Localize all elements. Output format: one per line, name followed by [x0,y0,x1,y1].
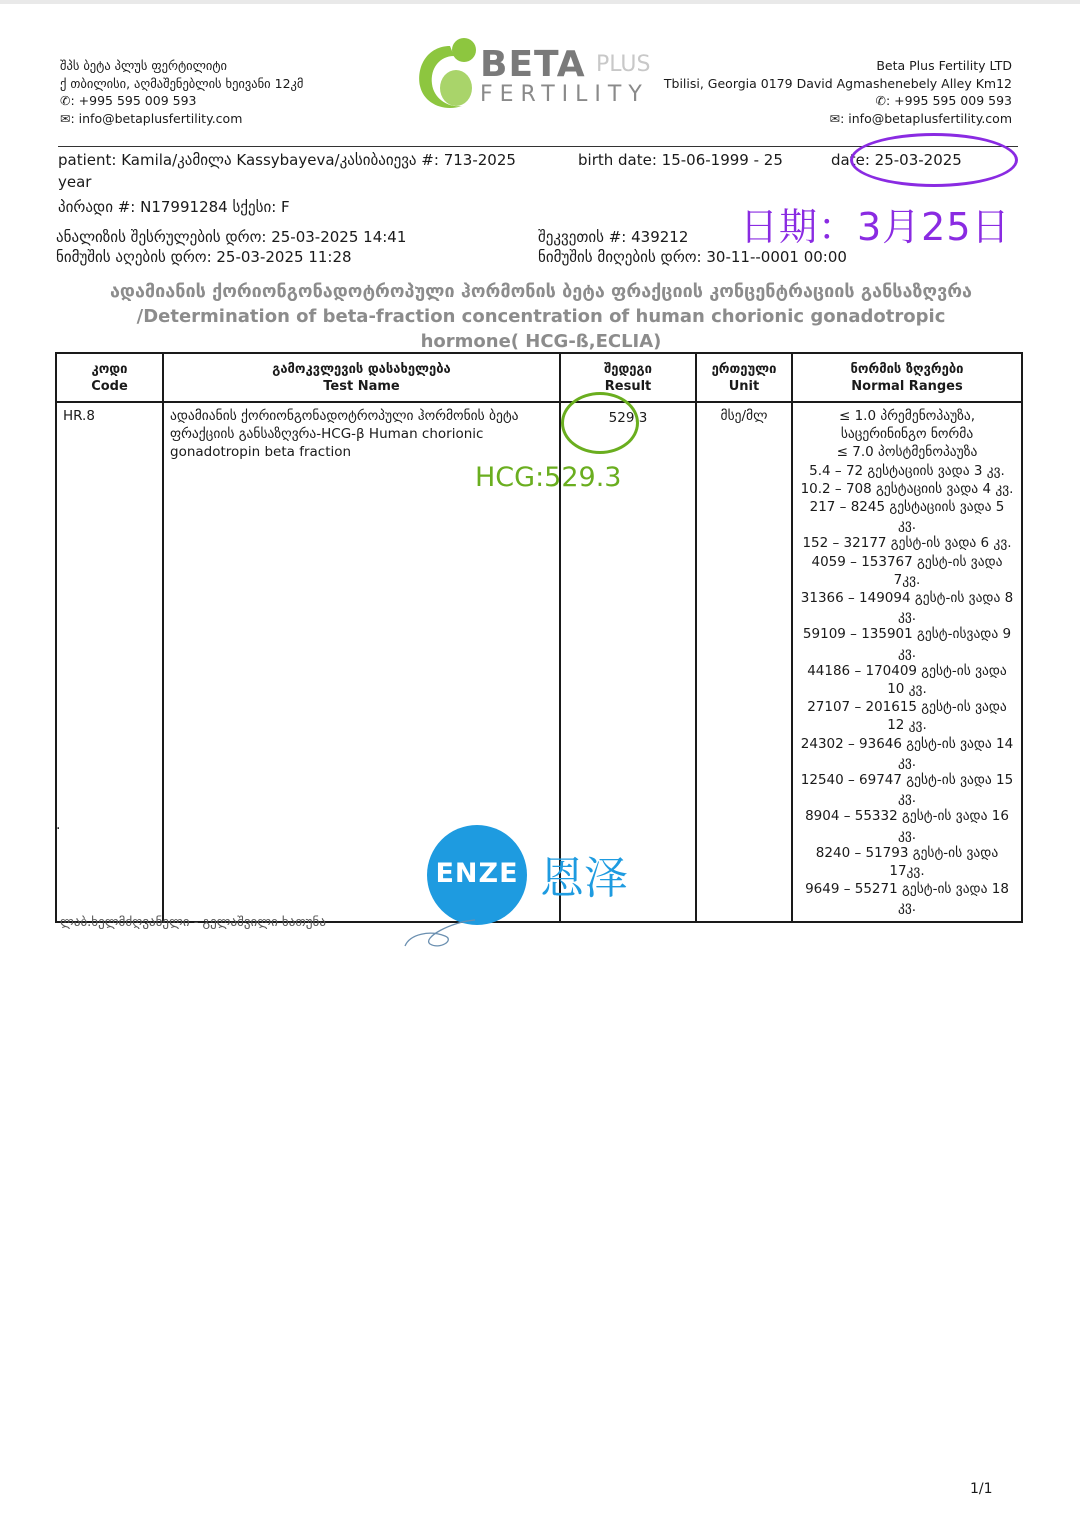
cell-normal-ranges [792,402,1022,922]
cell-test-name: ადამიანის ქორიონგონადოტროპული ჰორმონის ბეტა ფრაქციის განსაზღვრა-HCG-β Human chorionic gonadotropin beta fraction [163,402,560,922]
top-edge [0,0,1080,4]
table-header-row [56,353,1022,402]
header-left-contact [60,57,303,127]
email-ka: ✉: info@betaplusfertility.com [60,110,243,126]
date-highlight-circle [850,133,1018,187]
range-line: ≤ 1.0 პრემენოპაუზა, საცერინინგო ნორმა [838,408,976,443]
range-line: 27107 – 201615 გესტ-ის ვადა 12 კვ. [807,699,1007,734]
title-line-en: /Determination of beta-fraction concentration of human chorionic gonadotropic [136,306,946,327]
enze-watermark [400,820,680,960]
test-title [58,279,1024,354]
order-number: შეკვეთის #: 439212 [538,228,689,246]
personal-id: პირადი #: N17991284 სქესი: F [58,198,290,216]
analysis-time: ანალიზის შესრულების დრო: 25-03-2025 14:41 [56,228,407,246]
lab-head-signature: ლაბ.ხელმძღვანელი - გელაშვილი ხათუნა [60,915,326,930]
cell-unit: მსე/მლ [696,402,792,922]
header-code [56,353,163,402]
receive-time: ნიმუშის მიღების დრო: 30-11--0001 00:00 [538,248,847,266]
patient-line: patient: Kamila/კამილა Kassybayeva/კასიბაიევა #: 713-2025 [58,151,516,169]
signature-scribble-icon [400,916,480,956]
page-number: 1/1 [970,1481,993,1497]
date-annotation: 日期：3月25日 [740,205,1011,249]
logo-word-beta: BETA [480,44,586,85]
header-test-name [163,353,560,402]
company-name-en: Beta Plus Fertility LTD [876,58,1012,73]
header-normal-ranges [792,353,1022,402]
header-test-name-ka: გამოკვლევის დასახელება [272,361,451,377]
header-unit-ka: ერთეული [711,361,777,377]
range-line: 31366 – 149094 გესტ-ის ვადა 8 კვ. [800,590,1014,625]
range-line: 59109 – 135901 გესტ-ისვადა 9 კვ. [802,626,1012,661]
title-line-en-2: hormone( HCG-ß,ECLIA) [420,331,662,352]
range-line: 44186 – 170409 გესტ-ის ვადა 10 კვ. [807,662,1007,698]
sample-time: ნიმუშის აღების დრო: 25-03-2025 11:28 [56,248,352,266]
range-line: 5.4 – 72 გესტაციის ვადა 3 კვ. [809,462,1005,479]
title-line-ka: ადამიანის ქორიონგონადოტროპული ჰორმონის ბეტა ფრაქციის კონცენტრაციის განსაზღვრა [109,281,973,302]
birth-date: birth date: 15-06-1999 - 25 [578,151,783,169]
range-line: 4059 – 153767 გესტ-ის ვადა 7კვ. [811,553,1003,588]
phone-ka: ✆: +995 595 009 593 [60,93,197,108]
logo-mark-icon [410,32,490,116]
logo-word-plus: PLUS [596,52,651,77]
hcg-annotation: HCG:529.3 [475,462,622,493]
age-unit: year [58,173,92,191]
cell-code: HR.8 [56,402,163,922]
range-line: 217 – 8245 გესტაციის ვადა 5 კვ. [809,499,1005,534]
header-code-en: Code [91,378,128,394]
header-result [560,353,696,402]
range-line: 24302 – 93646 გესტ-ის ვადა 14 კვ. [800,735,1014,770]
header-test-name-en: Test Name [323,378,400,394]
range-line: 8240 – 51793 გესტ-ის ვადა 17კვ. [815,844,999,880]
report-date: date: 25-03-2025 [831,151,962,169]
result-highlight-circle [561,392,639,454]
range-line: 8904 – 55332 გესტ-ის ვადა 16 კვ. [805,808,1009,843]
range-line: 152 – 32177 გესტ-ის ვადა 6 კვ. [802,535,1012,552]
range-line: 10.2 – 708 გესტაციის ვადა 4 კვ. [800,480,1014,497]
header-right-contact [664,57,1012,127]
range-line: 12540 – 69747 გესტ-ის ვადა 15 კვ. [800,772,1014,807]
enze-chinese-text: 恩泽 [540,853,628,904]
logo-word-fertility: FERTILITY [480,82,649,107]
beta-plus-logo [410,32,680,116]
enze-text: ENZE [435,858,519,889]
header-result-en: Result [604,378,652,394]
header-unit-en: Unit [728,378,760,394]
range-line: ≤ 7.0 პოსტმენოპაუზა [836,444,978,461]
footer-dot: . [56,817,61,833]
email-en: ✉: info@betaplusfertility.com [829,110,1012,126]
header-code-ka: კოდი [91,361,128,377]
address-ka: ქ თბილისი, აღმაშენებლის ხეივანი 12კმ [60,75,304,91]
range-line: 9649 – 55271 გესტ-ის ვადა 18 კვ. [805,881,1009,916]
company-name-ka: შპს ბეტა პლუს ფერტილიტი [60,58,228,73]
cell-result: 529.3 [560,402,696,922]
address-en: Tbilisi, Georgia 0179 David Agmashenebely Alley Km12 [663,75,1012,91]
header-result-ka: შედეგი [604,361,652,377]
phone-en: ✆: +995 595 009 593 [875,93,1012,108]
header-unit [696,353,792,402]
header-ranges-ka: ნორმის ზღვრები [850,361,964,377]
header-ranges-en: Normal Ranges [851,378,963,394]
